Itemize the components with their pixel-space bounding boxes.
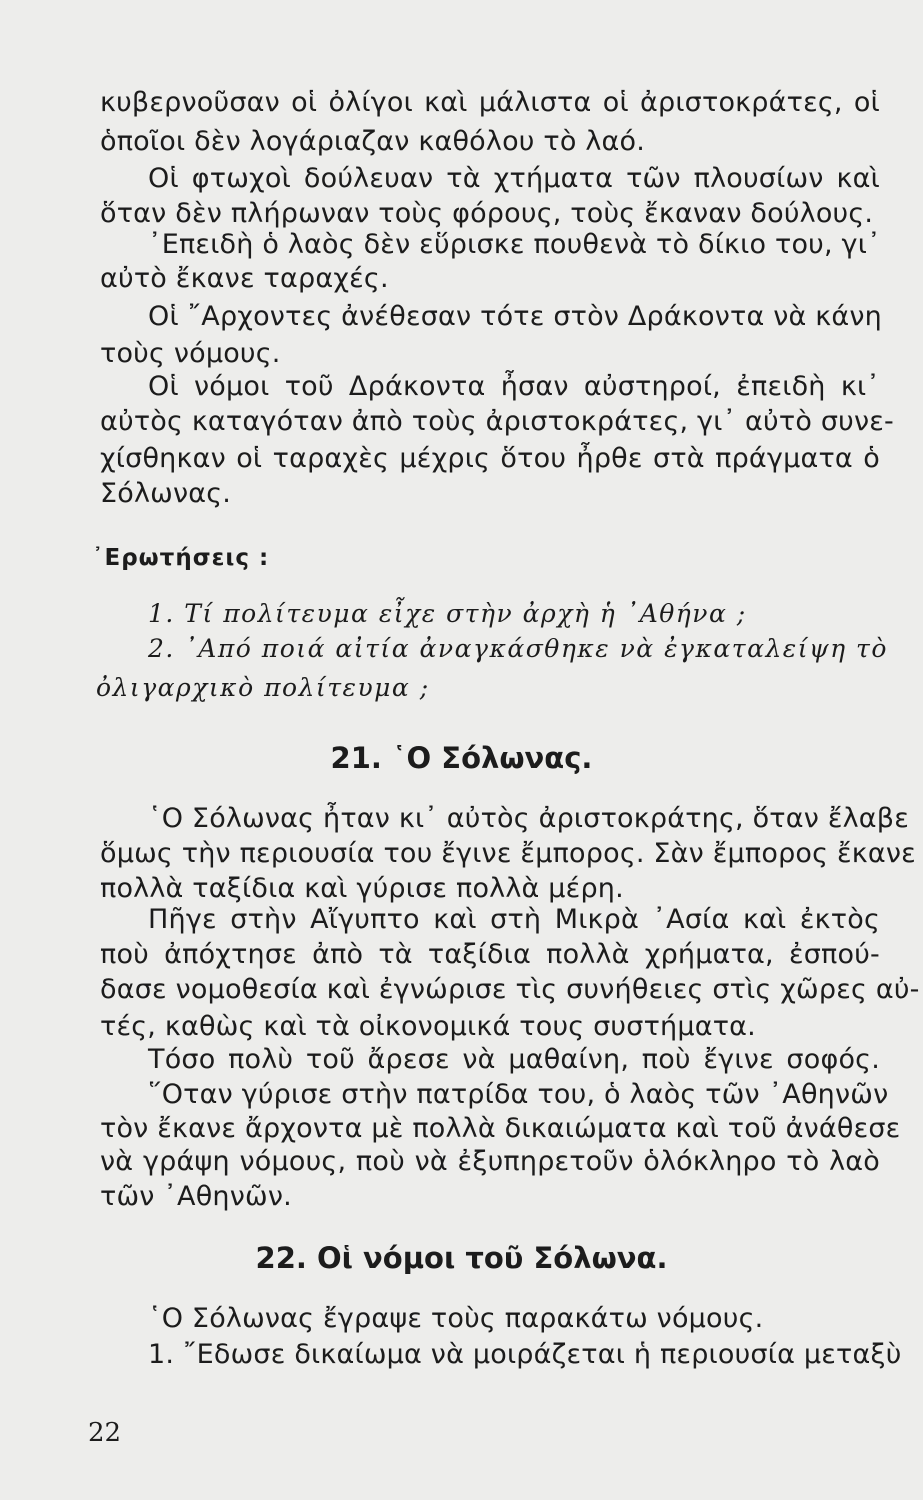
text-line: Οἱ φτωχοὶ δούλευαν τὰ χτήματα τῶν πλουσίων καὶ	[148, 163, 880, 194]
question-line: 1. Τί πολίτευμα εἶχε στὴν ἀρχὴ ἡ ᾿Αθήνα ;	[148, 599, 747, 628]
text-line: ᾿Επειδὴ ὁ λαὸς δὲν εὕρισκε πουθενὰ τὸ δίκιο του, γι᾿	[148, 229, 881, 260]
question-line: 2. ᾿Από ποιά αἰτία ἀναγκάσθηκε νὰ ἐγκαταλείψη τὸ	[148, 634, 888, 663]
text-line: τοὺς νόμους.	[100, 338, 281, 369]
text-line: 1. ῎Εδωσε δικαίωμα νὰ μοιράζεται ἡ περιουσία μεταξὺ	[148, 1339, 902, 1370]
text-line: ῾Ο Σόλωνας ἔγραψε τοὺς παρακάτω νόμους.	[148, 1303, 764, 1334]
text-line: Τόσο πολὺ τοῦ ἄρεσε νὰ μαθαίνη, ποὺ ἔγινε σοφός.	[148, 1044, 880, 1075]
text-line: πολλὰ ταξίδια καὶ γύρισε πολλὰ μέρη.	[100, 873, 624, 904]
section-heading: 22. Οἱ νόμοι τοῦ Σόλωνα.	[255, 1241, 668, 1275]
question-line: ὀλιγαρχικὸ πολίτευμα ;	[96, 673, 430, 702]
text-line: ῾Ο Σόλωνας ἦταν κι᾿ αὐτὸς ἀριστοκράτης, ὅταν ἔλαβε	[148, 803, 910, 834]
text-line: κυβερνοῦσαν οἱ ὀλίγοι καὶ μάλιστα οἱ ἀριστοκράτες, οἱ	[100, 87, 880, 118]
text-line: ὁποῖοι δὲν λογάριαζαν καθόλου τὸ λαό.	[100, 126, 646, 157]
page-number: 22	[88, 1418, 122, 1448]
section-heading: 21. ῾Ο Σόλωνας.	[330, 741, 593, 775]
text-line: Οἱ νόμοι τοῦ Δράκοντα ἦσαν αὐστηροί, ἐπειδὴ κι᾿	[148, 371, 880, 402]
text-line: ῞Οταν γύρισε στὴν πατρίδα του, ὁ λαὸς τῶν ᾿Αθηνῶν	[148, 1079, 889, 1110]
text-line: τές, καθὼς καὶ τὰ οἰκονομικά τους συστήματα.	[100, 1011, 756, 1042]
text-line: τὸν ἔκανε ἄρχοντα μὲ πολλὰ δικαιώματα καὶ τοῦ ἀνάθεσε	[100, 1113, 901, 1144]
text-line: τῶν ᾿Αθηνῶν.	[100, 1181, 292, 1212]
text-line: ποὺ ἀπόχτησε ἀπὸ τὰ ταξίδια πολλὰ χρήματα, ἐσπού-	[100, 939, 880, 970]
text-line: ὅταν δὲν πλήρωναν τοὺς φόρους, τοὺς ἔκαναν δούλους.	[100, 198, 874, 229]
text-line: ὅμως τὴν περιουσία του ἔγινε ἔμπορος. Σὰν ἔμπορος ἔκανε	[100, 838, 916, 869]
text-line: δασε νομοθεσία καὶ ἐγνώρισε τὶς συνήθειες στὶς χῶρες αὐ-	[100, 974, 920, 1005]
text-line: νὰ γράψη νόμους, ποὺ νὰ ἐξυπηρετοῦν ὁλόκληρο τὸ λαὸ	[100, 1146, 880, 1177]
text-line: αὐτὸς καταγόταν ἀπὸ τοὺς ἀριστοκράτες, γι᾿ αὐτὸ συνε-	[100, 406, 894, 437]
text-line: Οἱ ῎Αρχοντες ἀνέθεσαν τότε στὸν Δράκοντα νὰ κάνη	[148, 301, 882, 332]
questions-title: ᾿Ερωτήσεις :	[92, 545, 270, 571]
text-line: χίσθηκαν οἱ ταραχὲς μέχρις ὅτου ἦρθε στὰ πράγματα ὁ	[100, 443, 880, 474]
text-line: αὐτὸ ἔκανε ταραχές.	[100, 263, 389, 294]
text-line: Πῆγε στὴν Αἴγυπτο καὶ στὴ Μικρὰ ᾿Ασία καὶ ἐκτὸς	[148, 904, 880, 935]
text-line: Σόλωνας.	[100, 478, 232, 509]
